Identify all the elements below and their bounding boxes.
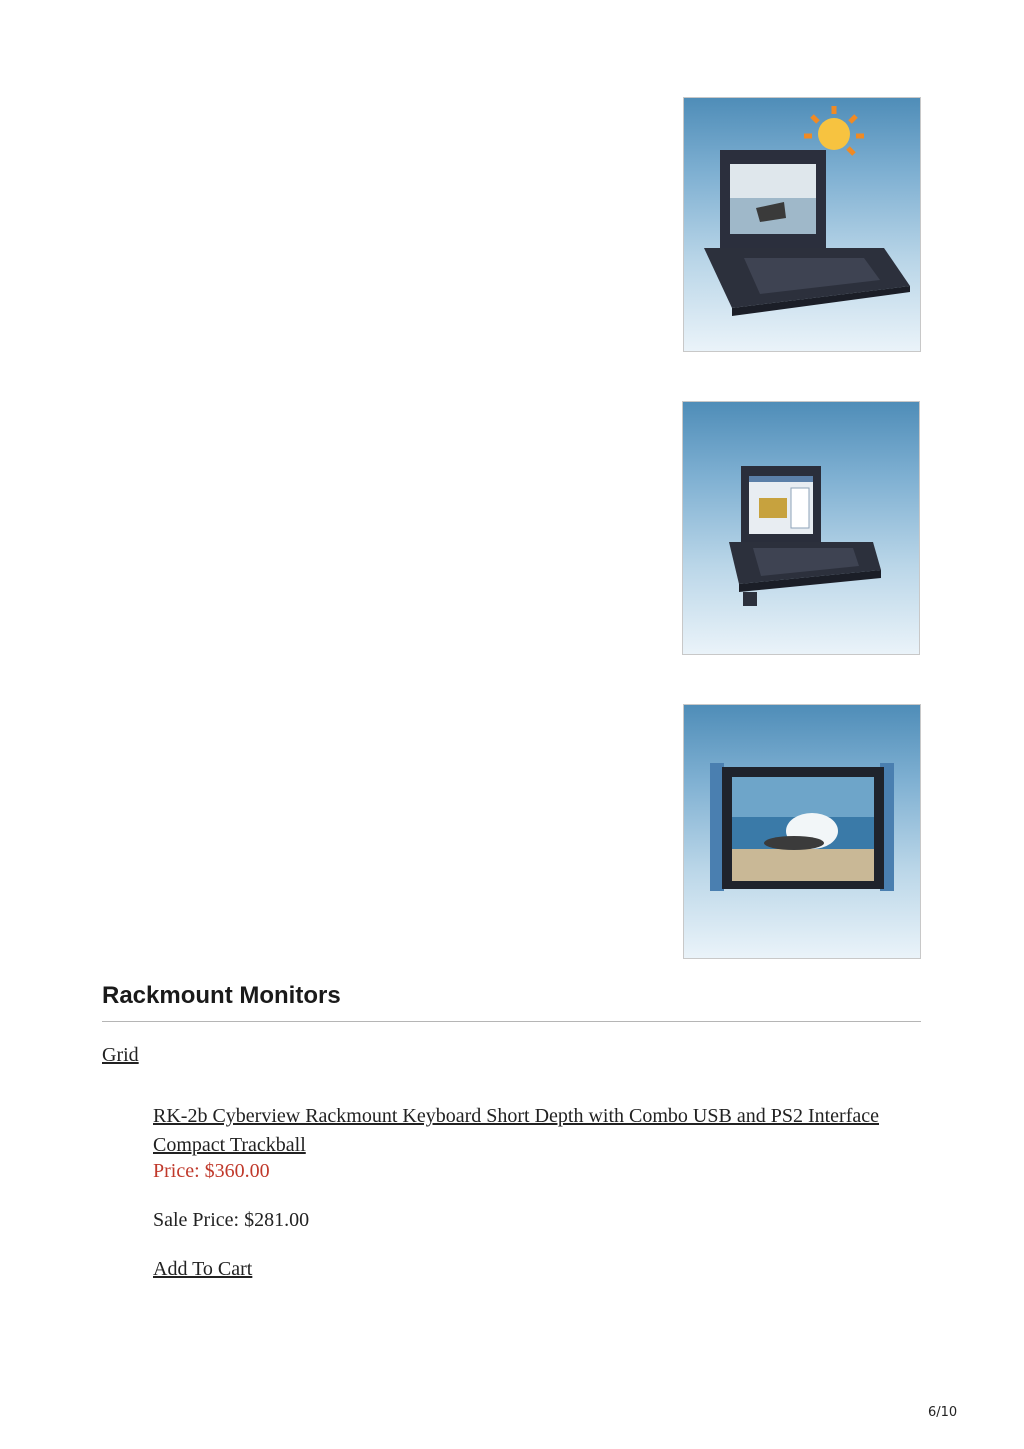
product-sale-price: Sale Price: $281.00 <box>153 1209 310 1231</box>
grid-view-link[interactable]: Grid <box>102 1044 139 1066</box>
product-title-link[interactable]: RK-2b Cyberview Rackmount Keyboard Short Depth with Combo USB and PS2 Interface Compact Trackball <box>153 1105 880 1156</box>
rackmount-monitor-keyboard-photo <box>684 98 920 351</box>
section-divider <box>102 1021 921 1022</box>
section-title: Rackmount Monitors <box>102 982 341 1009</box>
product-image-2[interactable] <box>682 401 920 655</box>
product-image-1[interactable] <box>683 97 921 352</box>
product-price: Price: $360.00 <box>153 1160 270 1182</box>
page-number: 6/10 <box>928 1405 958 1420</box>
sun-icon <box>804 106 864 154</box>
product-image-3[interactable] <box>683 704 921 959</box>
rackmount-monitor-keyboard-photo <box>683 402 919 654</box>
rackmount-monitor-panel-photo <box>684 705 920 958</box>
add-to-cart-link[interactable]: Add To Cart <box>153 1258 253 1280</box>
